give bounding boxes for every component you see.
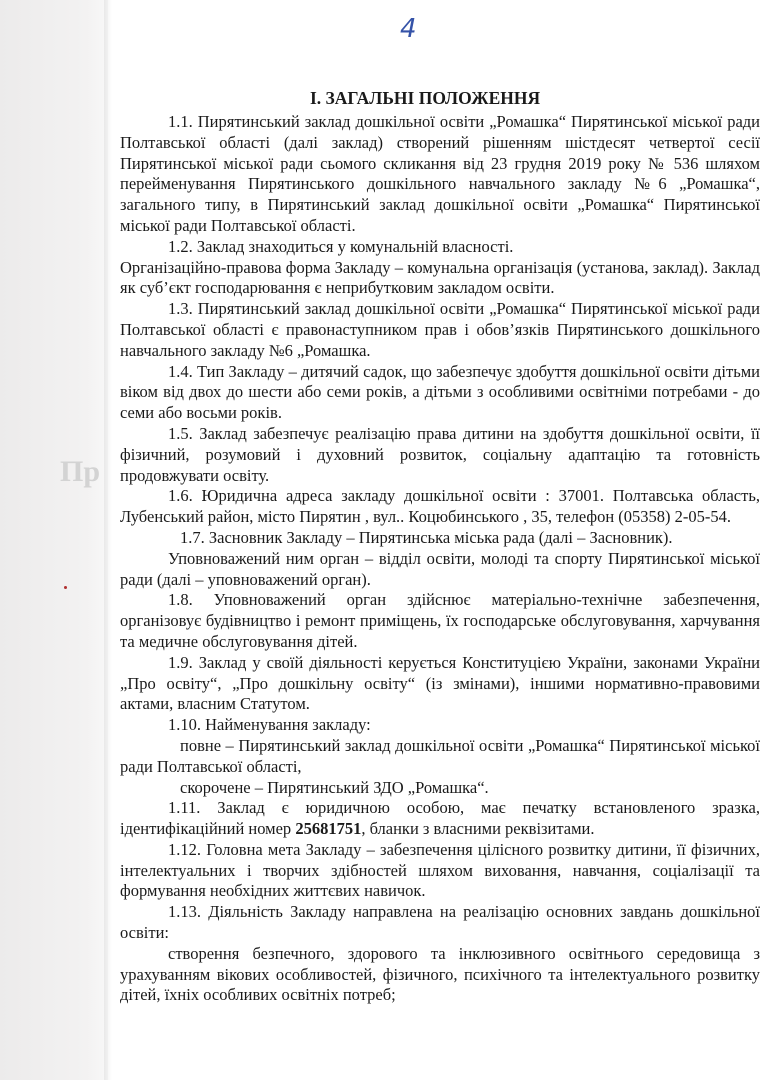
paragraph-1-7: 1.7. Засновник Закладу – Пирятинська міська рада (далі – Засновник). [180,527,673,547]
paragraph-1-13: 1.13. Діяльність Закладу направлена на реалізацію основних завдань дошкільної освіти: [120,902,760,943]
paragraph-1-4: 1.4. Тип Закладу – дитячий садок, що забезпечує здобуття дошкільної освіти дітьми віком від двох до шести або семи років, а дітьми з особливими освітніми потребами - до семи або восьми років. [120,361,760,423]
paragraph-1-9: 1.9. Заклад у своїй діяльності керується Конституцією України, законами України „Про освіту“, „Про дошкільну освіту“ (із змінами), іншими нормативно-правовими актами, власним Статутом. [120,652,760,714]
red-ink-dot [64,586,67,589]
paragraph-1-1: 1.1. Пирятинський заклад дошкільної освіти „Ромашка“ Пирятинської міської ради Полтавської області (далі заклад) створений рішенням шістдесят четвертої сесії Пирятинської міської ради сьомого скликання від 23 грудня 2019 року № 536 шляхом перейменування Пирятинського дошкільного навчального закладу №6 „Ромашка“, загального типу, в Пирятинський заклад дошкільної освіти „Ромашка“ Пирятинської міської ради Полтавської області. [120,112,760,235]
paragraph-1-7-authorized-body: Уповноважений ним орган – відділ освіти, молоді та спорту Пирятинської міської ради (далі – уповноважений орган). [120,548,760,589]
left-margin-strip [0,0,108,1080]
section-title: I. ЗАГАЛЬНІ ПОЛОЖЕННЯ [310,88,541,108]
paragraph-1-12: 1.12. Головна мета Закладу – забезпечення цілісного розвитку дитини, її фізичних, інтелектуальних і творчих здібностей шляхом виховання, навчання, соціалізації та формування необхідних життєвих навичок. [120,839,760,901]
paragraph-1-10-full-name: повне – Пирятинський заклад дошкільної освіти „Ромашка“ Пирятинської міської ради Полтавської області, [120,735,760,776]
paragraph-1-5: 1.5. Заклад забезпечує реалізацію права дитини на здобуття дошкільної освіти, її фізичний, розумовий і духовний розвиток, соціальну адаптацію та готовність продовжувати освіту. [120,423,760,485]
bleed-through-heading: Пр [60,455,101,488]
handwritten-page-number: 4 [400,14,417,44]
paragraph-1-10-short-name: скорочене – Пирятинський ЗДО „Ромашка“. [180,777,489,797]
page-fold-shadow [104,0,112,1080]
identification-number: 25681751 [295,819,362,839]
paragraph-1-2: 1.2. Заклад знаходиться у комунальній власності. [168,236,514,256]
paragraph-1-11 [120,798,760,840]
paragraph-1-6: 1.6. Юридична адреса закладу дошкільної освіти : 37001. Полтавська область, Лубенський район, місто Пирятин , вул.. Коцюбинського , 35, телефон (05358) 2-05-54. [120,486,760,527]
paragraph-1-2-legal-form: Організаційно-правова форма Закладу – комунальна організація (установа, заклад). Заклад як суб’єкт господарювання є неприбутковим закладом освіти. [120,257,760,298]
paragraph-1-11-text-before: 1.11. Заклад є юридичною особою, має печатку встановленого зразка, ідентифікаційний номер [120,798,760,839]
paragraph-1-13-task-1: створення безпечного, здорового та інклюзивного освітнього середовища з урахуванням вікових особливостей, фізичного, психічного та інтелектуального розвитку дітей, їхніх особливих освітніх потреб; [120,943,760,1005]
paragraph-1-8: 1.8. Уповноважений орган здійснює матеріально-технічне забезпечення, організовує будівництво і ремонт приміщень, їх господарське обслуговування, харчування та медичне обслуговування дітей. [120,590,760,651]
paragraph-1-3: 1.3. Пирятинський заклад дошкільної освіти „Ромашка“ Пирятинської міської ради Полтавської області є правонаступником прав і обов’язків Пирятинського дошкільного навчального закладу №6 „Ромашка. [120,299,760,360]
paragraph-1-10: 1.10. Найменування закладу: [168,715,371,735]
document-body [120,112,760,1006]
paragraph-1-11-text-after: , бланки з власними реквізитами. [361,819,595,839]
